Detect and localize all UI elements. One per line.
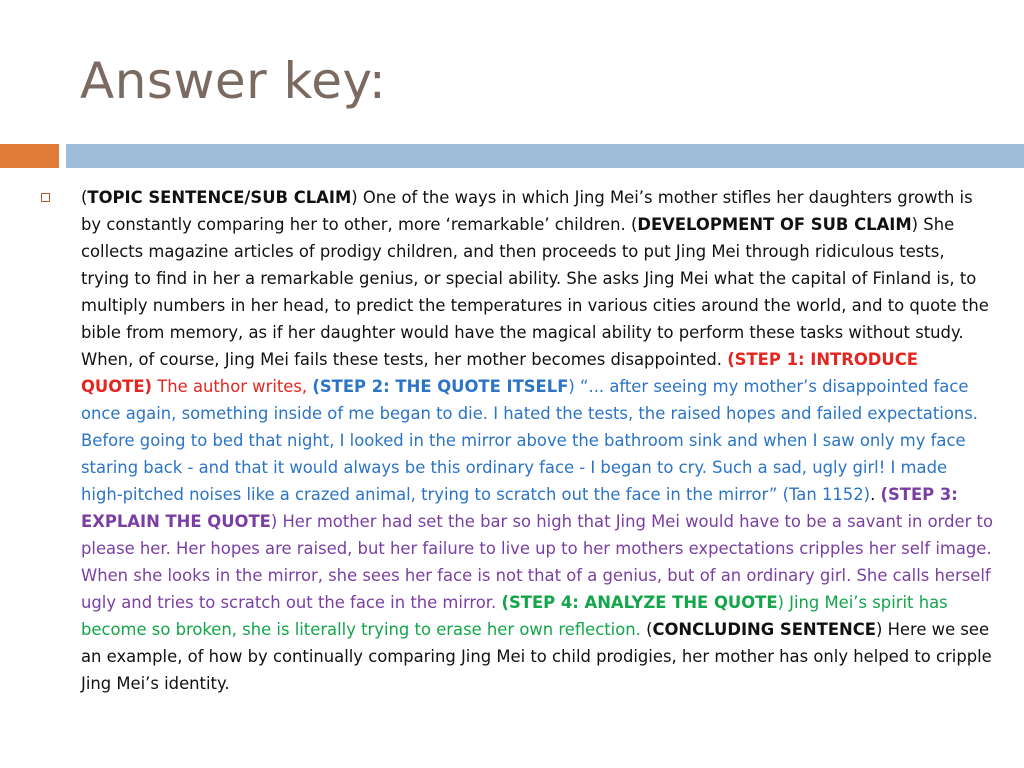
- step4-close: ): [777, 593, 784, 612]
- answer-paragraph: [81, 184, 993, 697]
- step3-text: Her mother had set the bar so high that Jing Mei would have to be a savant in order to please her. Her hopes are raised, but her failure to live up to her mothers expectations cripples her self image. When she looks in the mirror, she sees her face is not that of a genius, but of an ordinary girl. She calls herself ugly and tries to scratch out the face in the mirror.: [81, 512, 993, 612]
- development-close: ): [911, 215, 919, 234]
- step3-label: (STEP 3: EXPLAIN THE QUOTE: [81, 485, 958, 531]
- topic-sentence: One of the ways in which Jing Mei’s mother stifles her daughters growth is by constantly comparing her to other, more ‘remarkable’ children.: [81, 188, 973, 234]
- concluding-text: Here we see an example, of how by continually comparing Jing Mei to child prodigies, her mother has only helped to cripple Jing Mei’s identity.: [81, 620, 992, 693]
- concluding-close: ): [875, 620, 883, 639]
- topic-label: TOPIC SENTENCE/SUB CLAIM: [87, 188, 352, 207]
- development-text: She collects magazine articles of prodigy children, and then proceeds to put Jing Mei through ridiculous tests, trying to find in her a remarkable genius, or special ability. She asks Jing Mei what the capital of Finland is, to multiply numbers in her head, to predict the temperatures in various cities around the world, and to quote the bible from memory, as if her daughter would have the magical ability to perform these tasks without study. When, of course, Jing Mei fails these tests, her mother becomes disappointed.: [81, 215, 989, 369]
- topic-open: (: [81, 188, 88, 207]
- concluding-label: CONCLUDING SENTENCE: [652, 620, 876, 639]
- step1-label: (STEP 1: INTRODUCE QUOTE): [81, 350, 918, 396]
- step2-label: (STEP 2: THE QUOTE ITSELF: [312, 377, 569, 396]
- slide-title: Answer key:: [80, 52, 387, 110]
- step2-quote: “... after seeing my mother’s disappointed face once again, something inside of me began to die. I hated the tests, the raised hopes and failed expectations. Before going to bed that night, I looked in the mirror above the bathroom sink and when I saw only my face staring back - and that it would always be this ordinary face - I began to cry. Such a sad, ugly girl! I made high-pitched noises like a crazed animal, trying to scratch out the face in the mirror” (Tan 1152): [81, 377, 978, 504]
- bullet-square-icon: [41, 193, 50, 202]
- topic-close: ): [351, 188, 358, 207]
- step2-period: .: [870, 485, 881, 504]
- step1-text: The author writes,: [152, 377, 313, 396]
- step2-close: ): [568, 377, 575, 396]
- step3-close: ): [270, 512, 278, 531]
- step4-label: (STEP 4: ANALYZE THE QUOTE: [501, 593, 778, 612]
- accent-bar-blue: [66, 144, 1024, 168]
- development-label: DEVELOPMENT OF SUB CLAIM: [637, 215, 912, 234]
- step4-text: Jing Mei’s spirit has become so broken, she is literally trying to erase her own reflection.: [81, 593, 948, 639]
- concluding-open: (: [646, 620, 653, 639]
- accent-bar-orange: [0, 144, 59, 168]
- development-open: (: [630, 215, 638, 234]
